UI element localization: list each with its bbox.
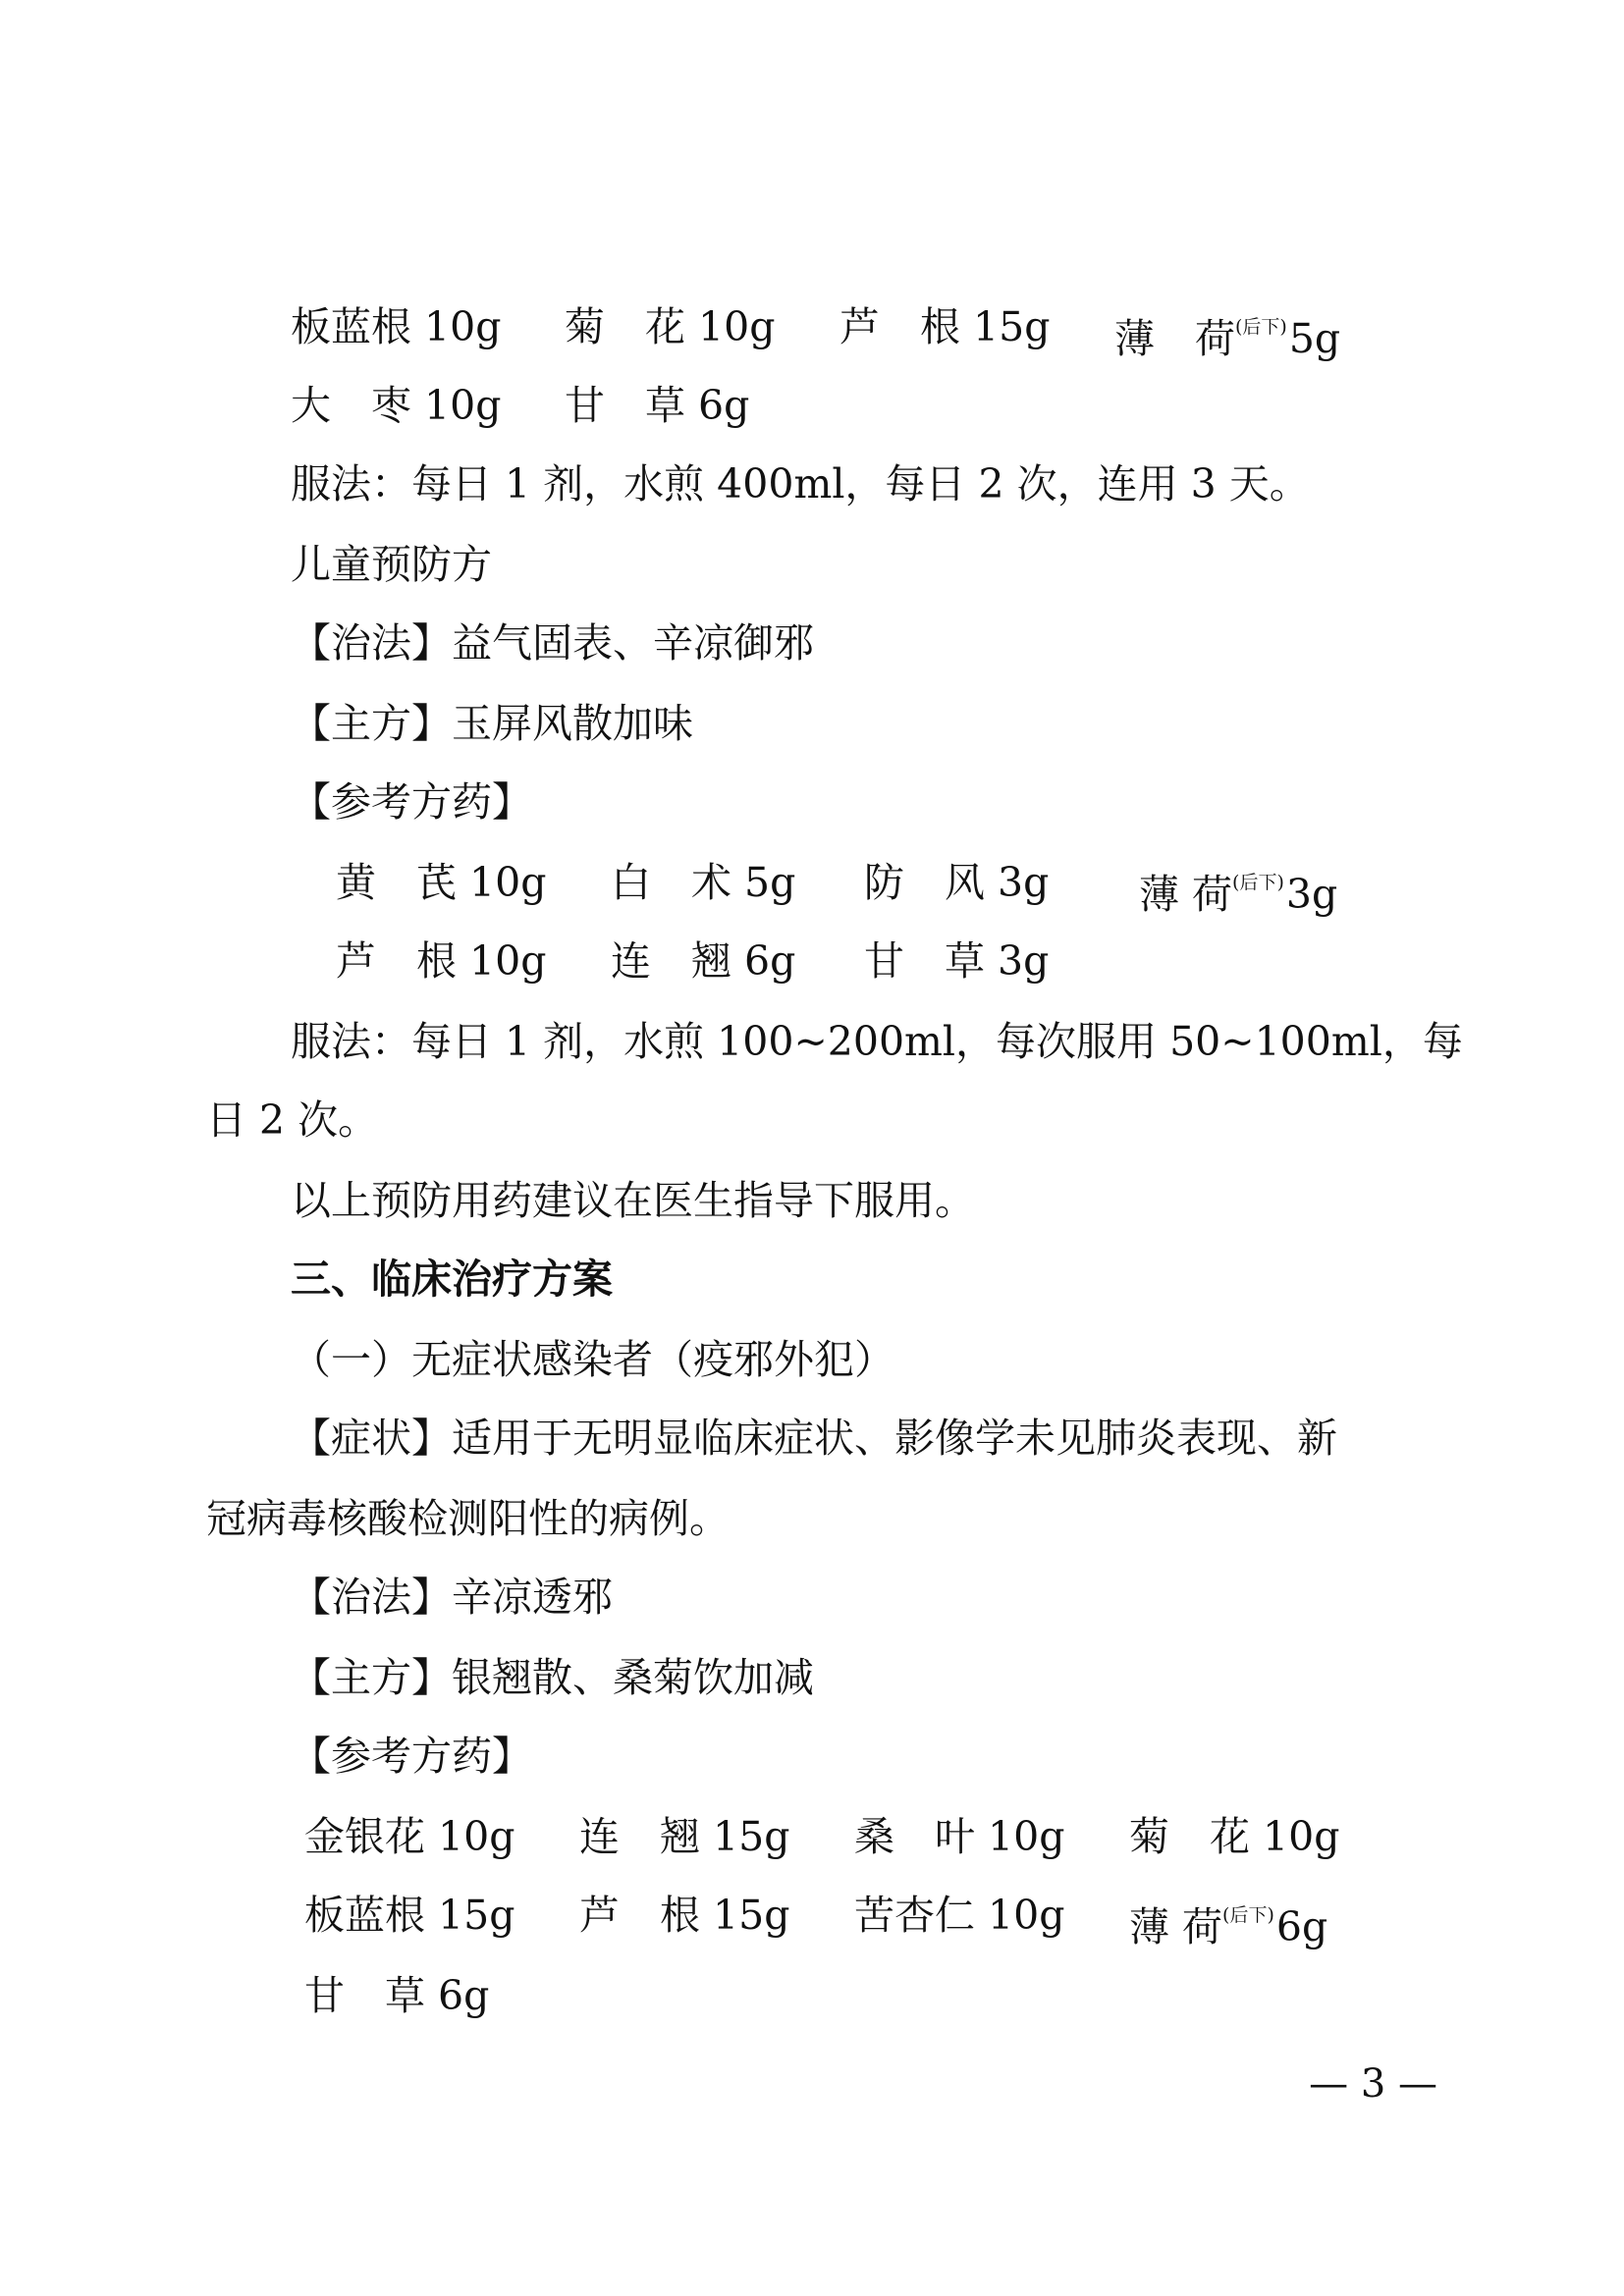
- herb-item: 苦杏仁 10g: [854, 1892, 1065, 1939]
- herb-item: 甘 草 3g: [864, 937, 1050, 985]
- main-formula-text: 【主方】玉屏风散加味: [291, 700, 693, 747]
- advice-text: 以上预防用药建议在医生指导下服用。: [291, 1177, 975, 1224]
- usage-text: 服法：每日 1 剂，水煎 400ml，每日 2 次，连用 3 天。: [291, 460, 1310, 507]
- reference-label: 【参考方药】: [291, 1733, 532, 1780]
- page-number: — 3 —: [1309, 2061, 1437, 2107]
- herb-item: 薄 荷$^{(后下)}$5g: [1114, 315, 1341, 362]
- herb-item: 金银花 10g: [304, 1813, 515, 1860]
- method-text: 【治法】益气固表、辛凉御邪: [291, 619, 814, 667]
- herb-item: 薄 荷$^{(后下)}$3g: [1139, 871, 1338, 918]
- main-formula-text: 【主方】银翘散、桑菊饮加减: [291, 1654, 814, 1701]
- herb-item: 大 枣 10g: [291, 382, 502, 429]
- herb-item: 菊 花 10g: [565, 303, 776, 350]
- herb-note: (后下): [1235, 316, 1287, 338]
- reference-label: 【参考方药】: [291, 778, 532, 826]
- herb-item: 芦 根 10g: [336, 937, 547, 985]
- herb-note: (后下): [1222, 1904, 1274, 1926]
- herb-item: 菊 花 10g: [1129, 1813, 1340, 1860]
- usage-text: 日 2 次。: [206, 1096, 379, 1144]
- herb-item: 芦 根 15g: [579, 1892, 790, 1939]
- section-heading: 三、临床治疗方案: [291, 1255, 613, 1303]
- herb-item: 防 风 3g: [864, 859, 1050, 906]
- herb-item: 薄 荷$^{(后下)}$6g: [1129, 1903, 1328, 1950]
- section-title: 儿童预防方: [291, 541, 492, 588]
- herb-item: 白 术 5g: [611, 859, 796, 906]
- symptom-text: 【症状】适用于无明显临床症状、影像学未见肺炎表现、新: [291, 1415, 1337, 1462]
- usage-text: 服法：每日 1 剂，水煎 100~200ml，每次服用 50~100ml，每: [291, 1018, 1463, 1065]
- herb-item: 板蓝根 10g: [291, 303, 502, 350]
- herb-item: 连 翘 6g: [611, 937, 796, 985]
- herb-item: 黄 芪 10g: [336, 859, 547, 906]
- herb-item: 甘 草 6g: [565, 382, 750, 429]
- herb-item: 板蓝根 15g: [304, 1892, 515, 1939]
- herb-note: (后下): [1232, 872, 1284, 893]
- symptom-text: 冠病毒核酸检测阳性的病例。: [206, 1495, 730, 1542]
- method-text: 【治法】辛凉透邪: [291, 1574, 613, 1621]
- herb-item: 桑 叶 10g: [854, 1813, 1065, 1860]
- herb-item: 连 翘 15g: [579, 1813, 790, 1860]
- herb-item: 芦 根 15g: [839, 303, 1051, 350]
- subsection-heading: （一）无症状感染者（疫邪外犯）: [291, 1336, 894, 1383]
- herb-item: 甘 草 6g: [304, 1972, 490, 2019]
